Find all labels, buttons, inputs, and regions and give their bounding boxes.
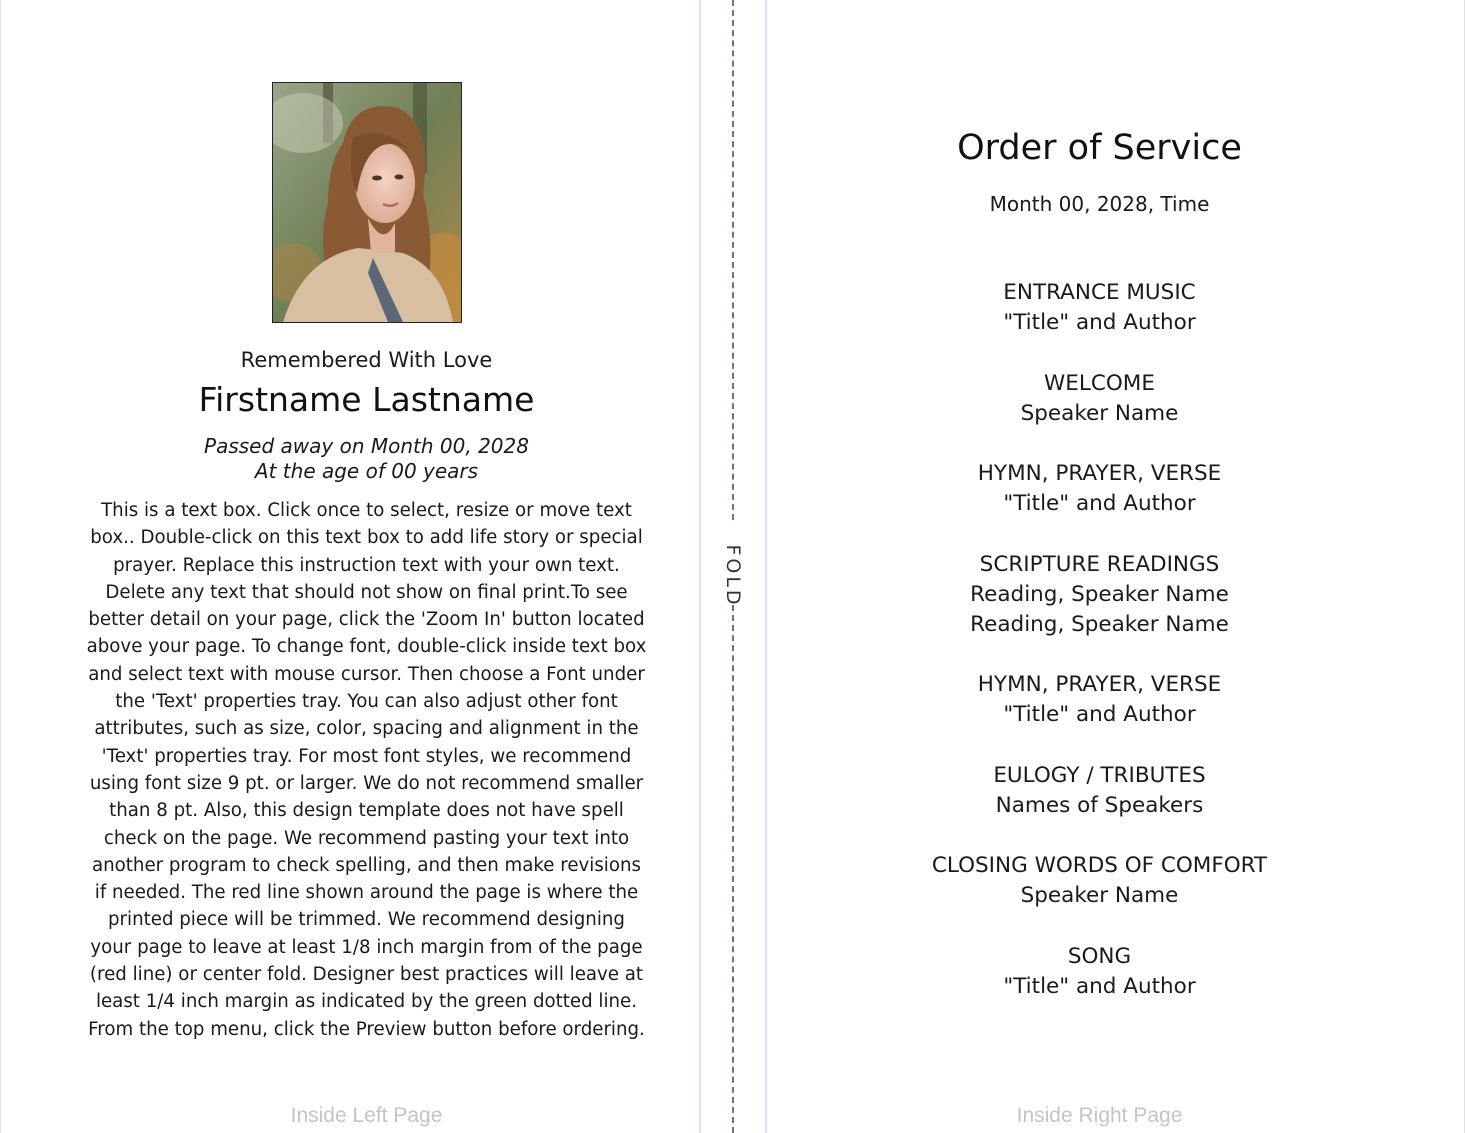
- program-item-detail: "Title" and Author: [1003, 491, 1196, 516]
- program-item-heading: SCRIPTURE READINGS: [979, 551, 1220, 577]
- program-item-heading: EULOGY / TRIBUTES: [993, 762, 1206, 788]
- program-item-heading: SONG: [1067, 943, 1132, 969]
- remembered-heading[interactable]: Remembered With Love: [240, 348, 493, 372]
- program-item-detail: Names of Speakers: [995, 792, 1204, 818]
- program-item-detail: Speaker Name: [1020, 400, 1179, 426]
- program-item-heading: HYMN, PRAYER, VERSE: [977, 461, 1222, 486]
- program-item-detail: "Title" and Author: [1003, 310, 1196, 335]
- program-item-heading: ENTRANCE MUSIC: [1003, 280, 1196, 305]
- program-item[interactable]: [733, 851, 1466, 911]
- order-of-service-title[interactable]: Order of Service: [957, 128, 1242, 168]
- program-item-detail: "Title" and Author: [1003, 973, 1196, 999]
- life-story-text-box[interactable]: This is a text box. Click once to select, resize or move text box.. Double-click on this text box to add life story or special prayer. Replace this instruction text with your own text. Delete any text that should not show on final print.To see better detail on your page, click the 'Zoom In' button located above your page. To change font, double-click inside text box and select text with mouse cursor. Then choose a Font under the 'Text' properties tray. You can also adjust other font attributes, such as size, color, spacing and alignment in the 'Text' properties tray. For most font styles, we recommend using font size 9 pt. or larger. We do not recommend smaller than 8 pt. Also, this design template does not have spell check on the page. We recommend pasting your text into another program to check spelling, and then make revisions if needed. The red line shown around the page is where the printed piece will be trimmed. We recommend designing your page to leave at least 1/8 inch margin from of the page (red line) or center fold. Designer best practices will leave at least 1/4 inch margin as indicated by the green dotted line. From the top menu, click the Preview button before ordering.: [86, 500, 647, 1040]
- program-item[interactable]: [733, 761, 1466, 821]
- inside-right-page: [733, 0, 1466, 1133]
- program-item-heading: WELCOME: [1044, 370, 1155, 396]
- program-item-detail: Reading, Speaker Name: [970, 611, 1229, 637]
- inside-right-page-label: Inside Right Page: [1016, 1104, 1183, 1127]
- passed-away-date[interactable]: Passed away on Month 00, 2028: [204, 434, 529, 458]
- program-item[interactable]: [733, 670, 1466, 730]
- program-item-detail: Speaker Name: [1020, 883, 1179, 908]
- program-item-detail: "Title" and Author: [1003, 702, 1196, 727]
- program-item[interactable]: [733, 459, 1466, 519]
- service-program-list: [733, 278, 1466, 1002]
- program-item[interactable]: [733, 550, 1466, 640]
- deceased-name[interactable]: Firstname Lastname: [198, 380, 535, 419]
- inside-left-page-label: Inside Left Page: [290, 1104, 443, 1127]
- program-item-heading: CLOSING WORDS OF COMFORT: [931, 853, 1268, 878]
- program-item-heading: HYMN, PRAYER, VERSE: [977, 672, 1222, 697]
- age-line[interactable]: At the age of 00 years: [254, 459, 479, 483]
- portrait-photo[interactable]: [272, 82, 462, 323]
- service-date[interactable]: Month 00, 2028, Time: [989, 192, 1210, 216]
- program-item-detail: Reading, Speaker Name: [970, 581, 1229, 607]
- portrait-image: [273, 83, 461, 322]
- program-item[interactable]: [733, 369, 1466, 429]
- fold-label: FOLD: [722, 544, 744, 608]
- program-item[interactable]: [733, 942, 1466, 1002]
- program-item[interactable]: [733, 278, 1466, 338]
